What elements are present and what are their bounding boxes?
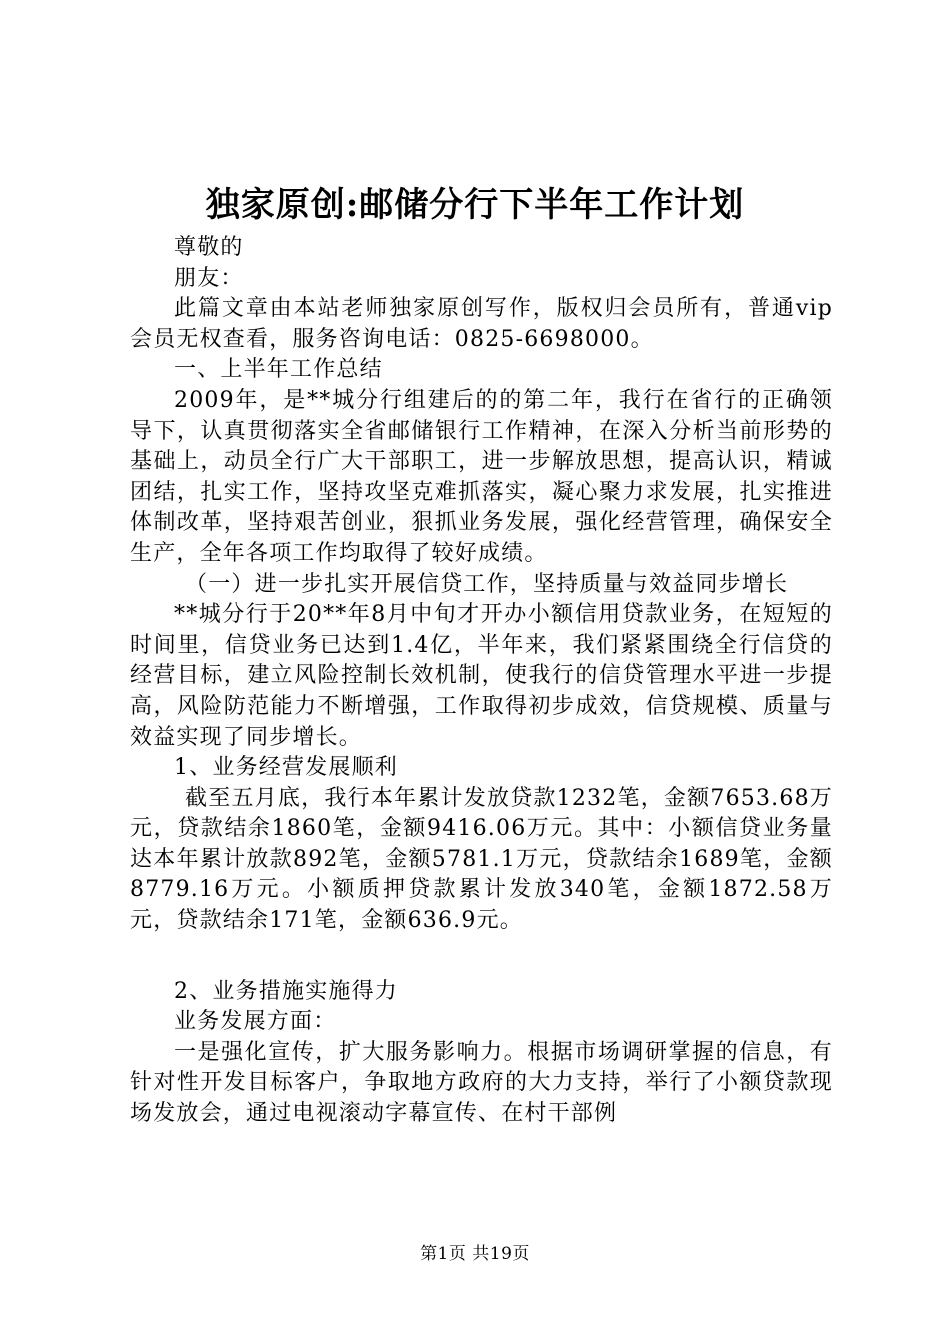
- salutation-line-1: 尊敬的: [174, 235, 244, 260]
- item-heading-2: 2、业务措施实施得力: [174, 978, 398, 1004]
- copyright-notice: 此篇文章由本站老师独家原创写作，版权归会员所有，普通vip会员无权查看，服务咨询电话：0825-6698000。: [130, 296, 833, 352]
- section-heading-1: 一、上半年工作总结: [174, 357, 383, 383]
- item-heading-1: 1、业务经营发展顺利: [174, 755, 398, 781]
- document-body: [130, 233, 833, 1130]
- subsection-heading-1: （一）进一步扎实开展信贷工作，坚持质量与效益同步增长: [185, 571, 789, 597]
- body-paragraph: 2009年，是**城分行组建后的的第二年，我行在省行的正确领导下，认真贯彻落实全省邮储银行工作精神，在深入分析当前形势的基础上，动员全行广大干部职工，进一步解放思想，提高认识，精诚团结，扎实工作，坚持攻坚克难抓落实，凝心聚力求发展，扎实推进体制改革，坚持艰苦创业，狠抓业务发展，强化经营管理，确保安全生产，全年各项工作均取得了较好成绩。: [130, 387, 833, 566]
- body-paragraph: 一是强化宣传，扩大服务影响力。根据市场调研掌握的信息，有针对性开发目标客户，争取地方政府的大力支持，举行了小额贷款现场发放会，通过电视滚动字幕宣传、在村干部例: [130, 1039, 833, 1127]
- body-paragraph: **城分行于20**年8月中旬才开办小额信用贷款业务，在短短的时间里，信贷业务已达到1.4亿，半年来，我们紧紧围绕全行信贷的经营目标，建立风险控制长效机制，使我行的信贷管理水平进一步提高，风险防范能力不断增强，工作取得初步成效，信贷规模、质量与效益实现了同步增长。: [130, 602, 833, 750]
- paragraph-spacer: [130, 937, 833, 977]
- salutation-line-2: 朋友：: [174, 265, 244, 291]
- page-number: 第1页 共19页: [420, 1244, 530, 1264]
- subheading-business: 业务发展方面：: [174, 1009, 337, 1035]
- document-title: 独家原创:邮储分行下半年工作计划: [205, 185, 745, 225]
- body-paragraph: 截至五月底，我行本年累计发放贷款1232笔，金额7653.68万元，贷款结余1860笔，金额9416.06万元。其中：小额信贷业务量达本年累计放款892笔，金额5781.1万元，贷款结余1689笔，金额8779.16万元。小额质押贷款累计发放340笔，金额1872.58万元，贷款结余171笔，金额636.9元。: [130, 785, 833, 934]
